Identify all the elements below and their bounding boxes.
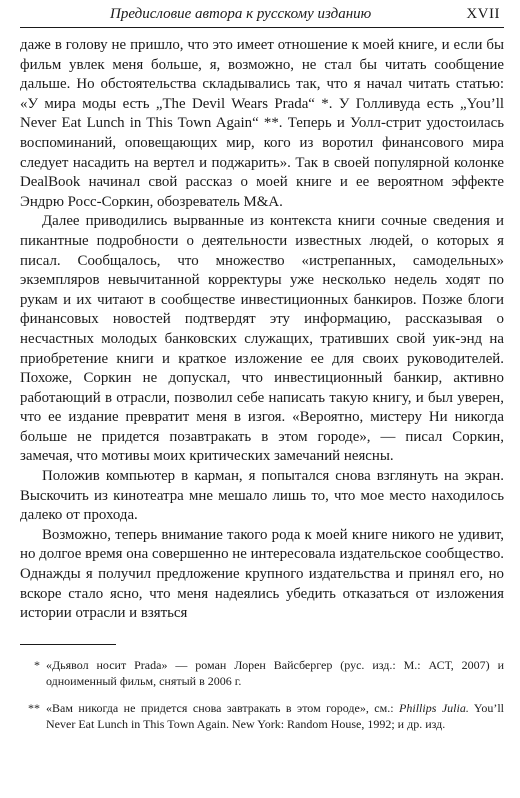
page-content xyxy=(20,6,504,743)
paragraph-4: Возможно, теперь внимание такого рода к моей книге никого не удивит, но долгое время она совершенно не интересовала издательское сообщество. Однажды я получил предложение крупного издательства и принял его, но вскоре стало ясно, что меня надеялись убедить отказаться от изложения истории отрасли и взяться xyxy=(20,526,504,622)
footnote-text-lead: «Вам никогда не придется снова завтракать в этом городе», см.: xyxy=(46,700,400,715)
footnote-text: «Дьявол носит Prada» — роман Лорен Вайсбергер (рус. изд.: М.: АСТ, 2007) и одноименный фильм, снятый в 2006 г. xyxy=(46,657,504,689)
running-title: Предисловие автора к русскому изданию xyxy=(110,6,372,22)
page-number: XVII xyxy=(466,6,500,22)
footnote-1 xyxy=(20,657,504,690)
footnote-text xyxy=(46,700,504,733)
footnote-author: Phillips Julia. xyxy=(399,700,469,715)
footnote-marker: ** xyxy=(28,700,40,715)
footnote-marker: * xyxy=(34,657,40,672)
paragraph-2: Далее приводились вырванные из контекста книги сочные сведения и пикантные подробности о деятельности известных людей, о которых я писал. Сообщалось, что множество «истрепанных, самодельных» экземпляров невычитанной корректуры уже несколько недель ходят по рукам и их читают в сообществе инвестиционных банкиров. Позже блоги финансовых новостей подтвердят эту информацию, рассказывая о несчастных молодых банковских служащих, тративших свой уик-энд на приобретение книги и краткое изложение ее для своих руководителей. Похоже, Соркин не допускал, что инвестиционный банкир, активно работающий в отрасли, позволил себе написать такую книгу, и был уверен, что ее издание превратит меня в изгоя. «Вероятно, мистеру Ни никогда больше не придется позавтракать в этом городе», — писал Соркин, замечая, что мотивы моих критических замечаний неясны. xyxy=(20,213,504,465)
footnote-2 xyxy=(20,700,504,733)
running-head xyxy=(20,6,504,28)
body-text xyxy=(20,36,504,624)
footnote-text-tail: You’ll Never Eat Lunch in This Town Again. New York: Random House, 1992; и др. изд. xyxy=(46,700,504,732)
paragraph-3: Положив компьютер в карман, я попытался снова взглянуть на экран. Выскочить из кинотеатра мне мешало лишь то, что мое место находилось далеко от прохода. xyxy=(20,468,504,524)
footnote-divider xyxy=(20,644,116,645)
paragraph-1: даже в голову не пришло, что это имеет отношение к моей книге, и если бы фильм увлек меня больше, я, возможно, не стал бы читать сообщение дальше. Но обстоятельства складывались так, что я начал читать статью: «У мира моды есть „The Devil Wears Prada“ *. У Голливуда есть „You’ll Never Eat Lunch in This Town Again“ **. Теперь и Уолл-стрит удостоилась воспоминаний, оповещающих мир, кого из воротил финансового мира следует насадить на вертел и поджарить». Так в своей популярной колонке DealBook начинал свой рассказ о моей книге и ее вероятном эффекте Эндрю Росс-Соркин, обозреватель M&A. xyxy=(20,37,504,210)
